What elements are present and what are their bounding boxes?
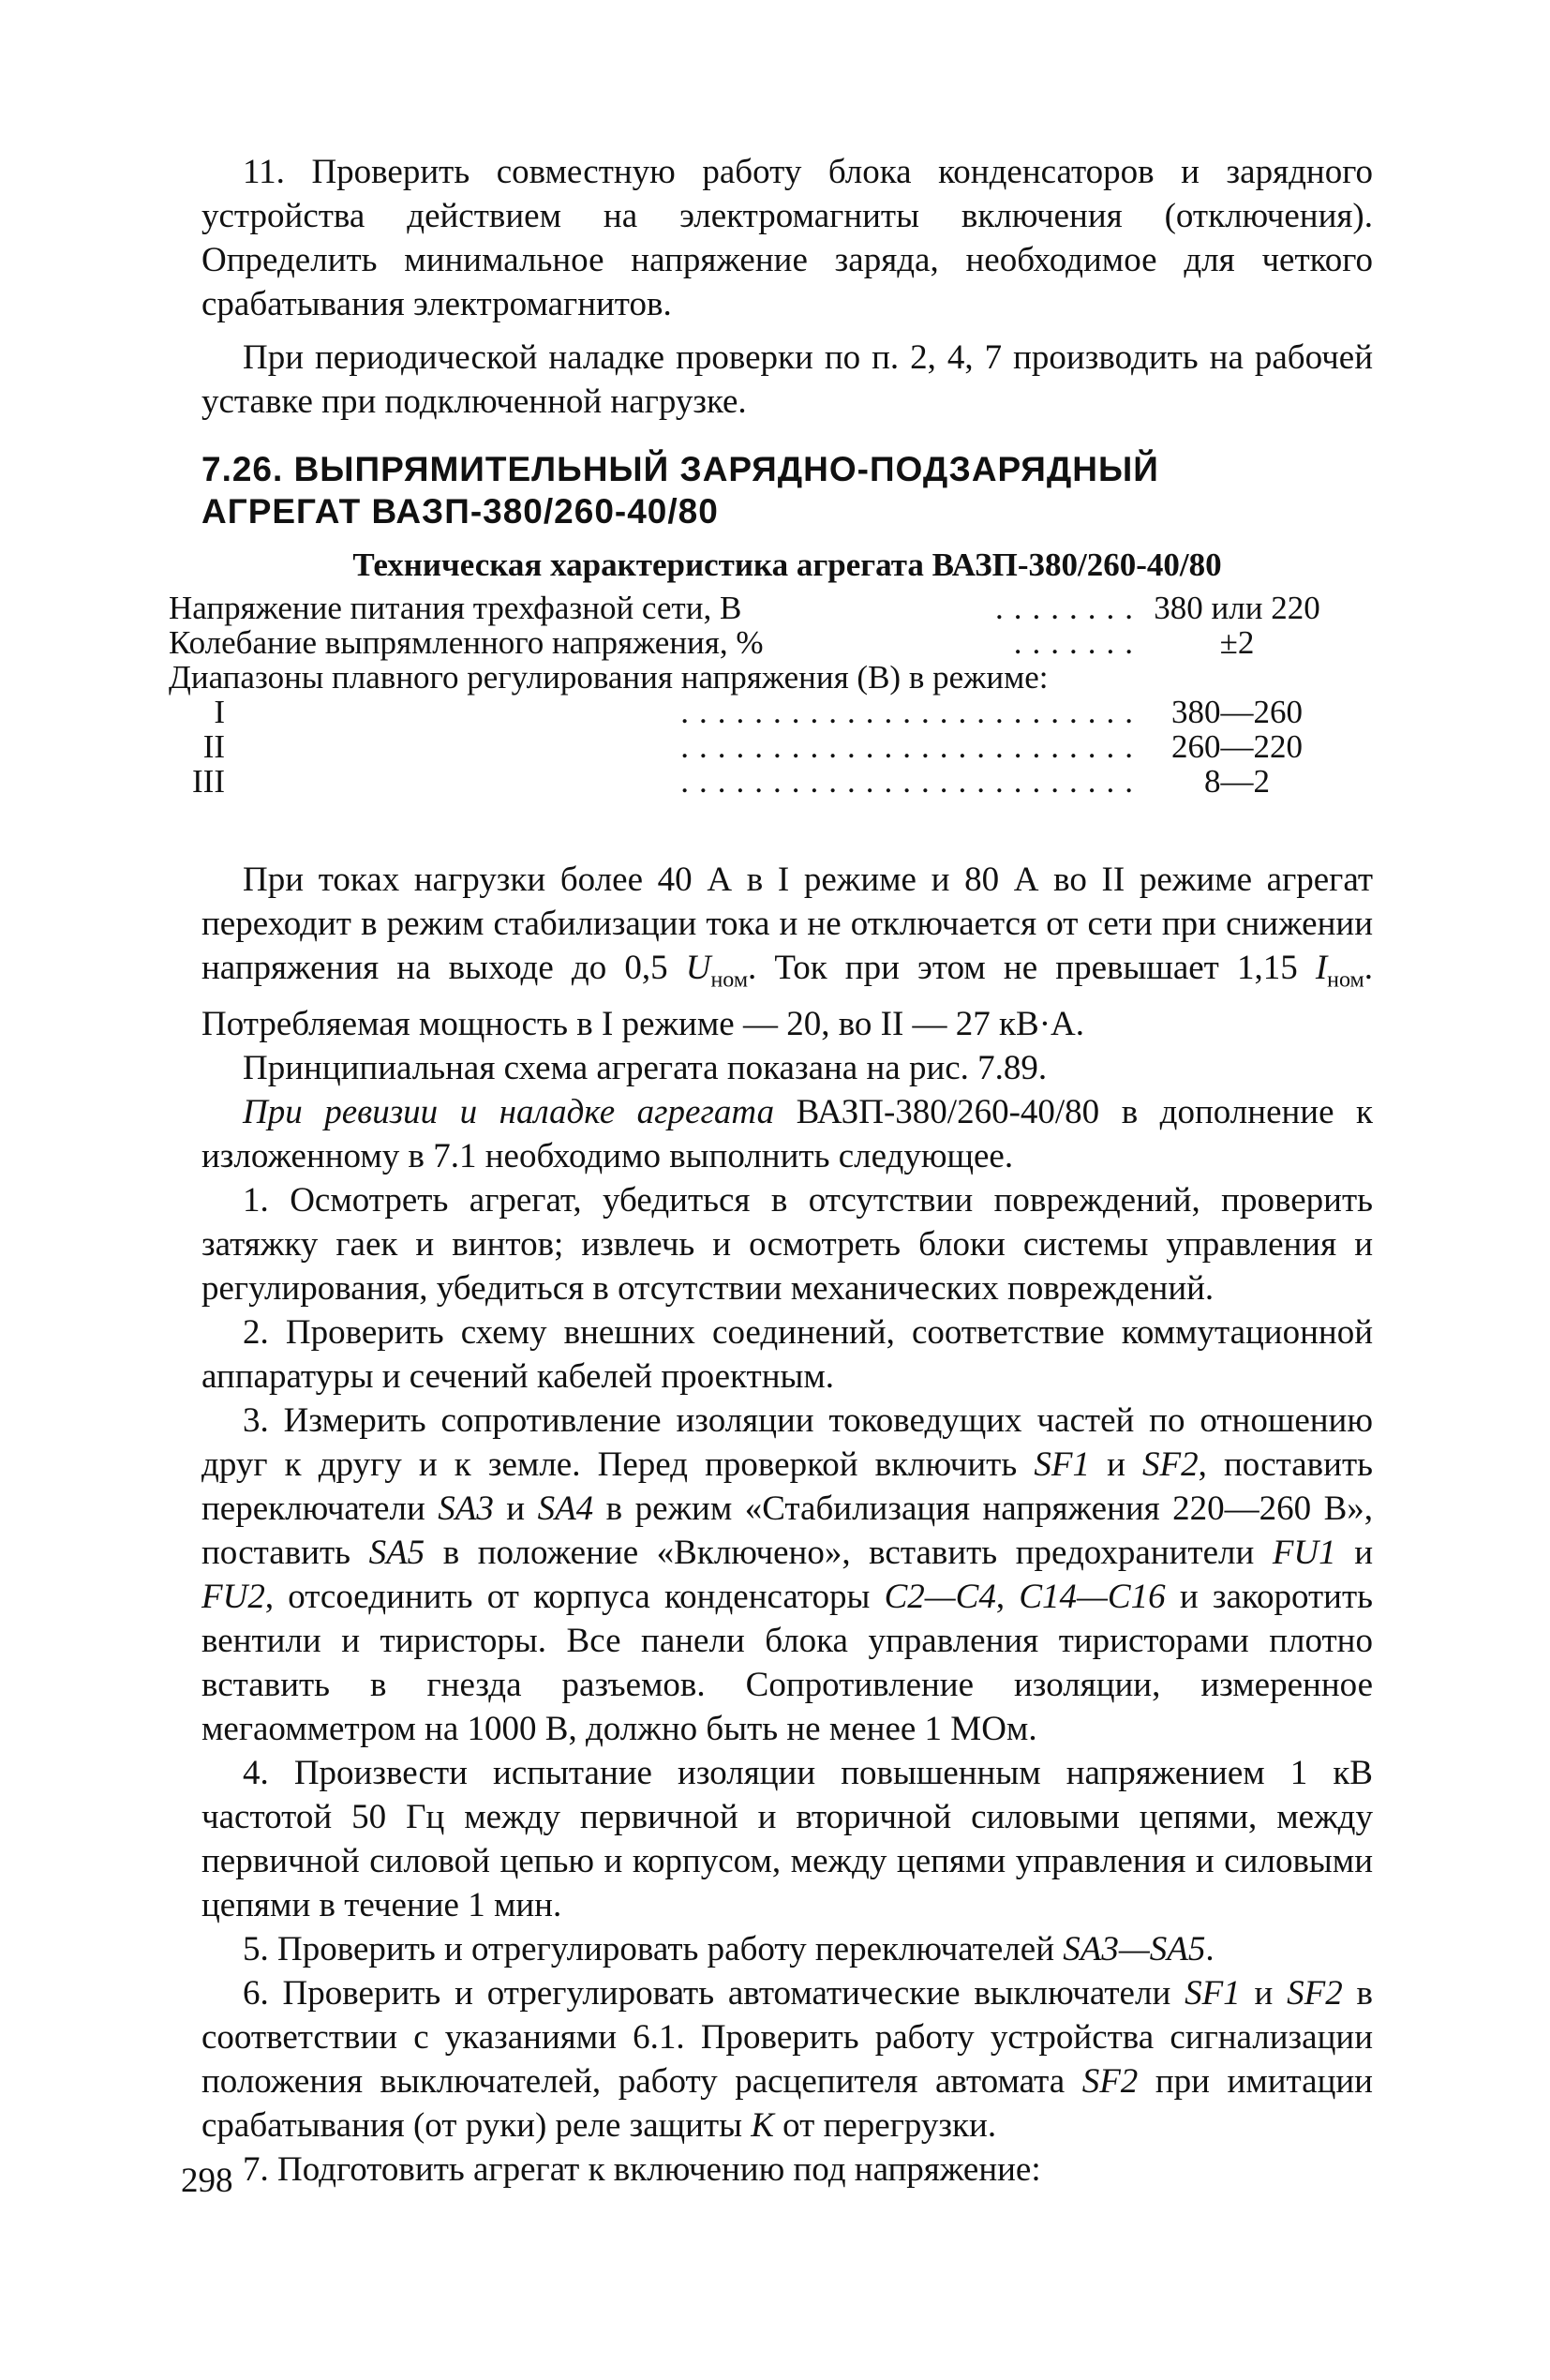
section-heading — [201, 448, 1373, 532]
mode-label: III — [192, 763, 225, 800]
scheme-paragraph: Принципиальная схема агрегата показана на рис. 7.89. — [243, 1049, 1048, 1088]
mode-value: 8—2 — [1204, 763, 1270, 800]
current-paragraph: При токах нагрузки более 40 А в I режиме и 80 А во II режиме агрегат переходит в режим стабилизации тока и не отключается от сети при снижении напряжения на выходе до 0,5 $U_{ном}$. Ток при этом не превышает 1,15 $I_{ном}$. Потребляемая мощность в I режиме — 20, во II — 27 кВ·А. — [201, 861, 1373, 1044]
mode-value: 260—220 — [1171, 728, 1303, 765]
specs-subheading: Техническая характеристика агрегата ВАЗП-380/260-40/80 — [352, 546, 1222, 583]
intro-block — [201, 150, 1373, 424]
spec-row-mode-3 — [169, 764, 1331, 799]
mode-label: I — [214, 694, 225, 730]
main-text — [201, 858, 1373, 2192]
revision-paragraph: При ревизии и наладке агрегата ВАЗП-380/260-40/80 в дополнение к изложенному в 7.1 необходимо выполнить следующее. — [201, 1093, 1373, 1176]
spec-label-voltage: Напряжение питания трехфазной сети, В — [169, 590, 742, 626]
item-11-paragraph: 11. Проверить совместную работу блока конденсаторов и зарядного устройства действием на электромагниты включения (отключения). Определить минимальное напряжение заряда, необходимое для четкого срабатывания электромагнитов. — [201, 153, 1373, 323]
spec-row-mode-1 — [169, 695, 1331, 729]
spec-value-ripple: ±2 — [1219, 624, 1255, 661]
spec-row-ripple — [169, 625, 1331, 660]
spec-row-voltage — [169, 591, 1331, 625]
step-7: 7. Подготовить агрегат к включению под напряжение: — [243, 2150, 1041, 2190]
page-number: 298 — [181, 2162, 233, 2200]
spec-label-ranges: Диапазоны плавного регулирования напряжения (В) в режиме: — [169, 659, 1049, 696]
step-3: 3. Измерить сопротивление изоляции токоведущих частей по отношению друг к другу и к земле. Перед проверкой включить SF1 и SF2, поставить переключатели SA3 и SA4 в режим «Стабилизация напряжения 220—260 В», поставить SA5 в положение «Включено», вставить предохранители FU1 и FU2, отсоединить от корпуса конденсаторы C2—C4, C14—C16 и закоротить вентили и тиристоры. Все панели блока управления тиристорами плотно вставить в гнезда разъемов. Сопротивление изоляции, измеренное мегаомметром на 1000 В, должно быть не менее 1 МОм. — [201, 1401, 1373, 1749]
leader-dots: ......................... — [680, 728, 1143, 765]
step-2: 2. Проверить схему внешних соединений, соответствие коммутационной аппаратуры и сечений кабелей проектным. — [201, 1313, 1373, 1397]
section-heading-line1: 7.26. ВЫПРЯМИТЕЛЬНЫЙ ЗАРЯДНО-ПОДЗАРЯДНЫЙ — [201, 450, 1159, 488]
leader-dots: ......................... — [680, 694, 1143, 730]
section-heading-line2: АГРЕГАТ ВАЗП-380/260-40/80 — [201, 492, 719, 531]
step-1: 1. Осмотреть агрегат, убедиться в отсутствии повреждений, проверить затяжку гаек и винтов; извлечь и осмотреть блоки системы управления и регулирования, убедиться в отсутствии механических повреждений. — [201, 1181, 1373, 1309]
mode-value: 380—260 — [1171, 694, 1303, 730]
specs-table — [169, 591, 1331, 799]
leader-dots: ......................... — [680, 763, 1143, 800]
step-5: 5. Проверить и отрегулировать работу переключателей SA3—SA5. — [243, 1930, 1215, 1969]
step-4: 4. Произвести испытание изоляции повышенным напряжением 1 кВ частотой 50 Гц между первичной и вторичной силовыми цепями, между первичной силовой цепью и корпусом, между цепями управления и силовыми цепями в течение 1 мин. — [201, 1754, 1373, 1925]
mode-label: II — [202, 728, 225, 765]
periodic-note-paragraph: При периодической наладке проверки по п. 2, 4, 7 производить на рабочей уставке при подключенной нагрузке. — [201, 338, 1373, 421]
spec-value-voltage: 380 или 220 — [1154, 590, 1320, 626]
spec-row-mode-2 — [169, 729, 1331, 764]
step-6: 6. Проверить и отрегулировать автоматические выключатели SF1 и SF2 в соответствии с указаниями 6.1. Проверить работу устройства сигнализации положения выключателей, работу расцепителя автомата SF2 при имитации срабатывания (от руки) реле защиты K от перегрузки. — [201, 1974, 1373, 2146]
leader-dots: ....... — [1013, 624, 1143, 661]
spec-label-ripple: Колебание выпрямленного напряжения, % — [169, 624, 764, 661]
leader-dots: ........ — [995, 590, 1143, 626]
